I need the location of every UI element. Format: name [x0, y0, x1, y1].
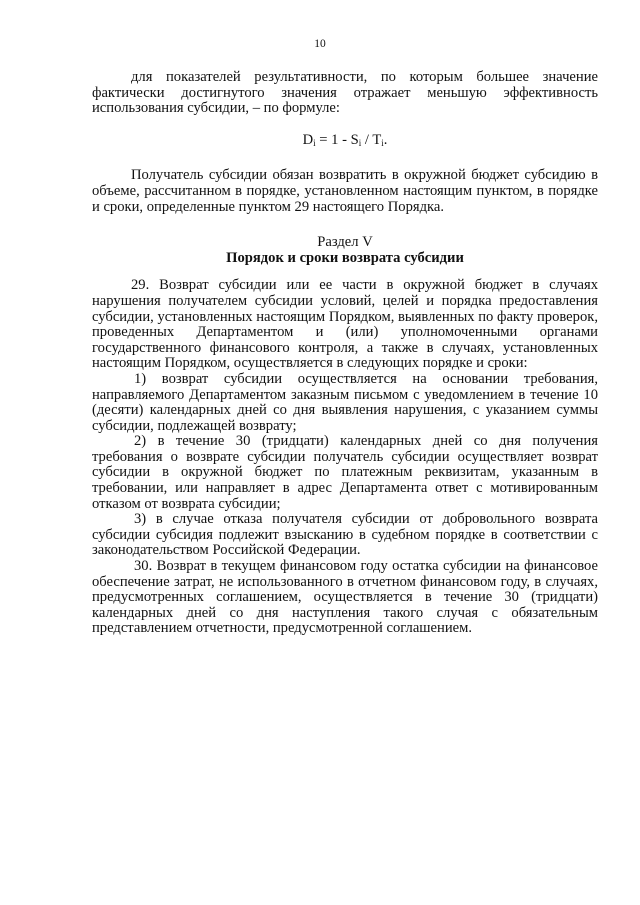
clause-29-item-2: 2) в течение 30 (тридцати) календарных дней со дня получения требования о возврате субсидии получатель субсидии осуществляет возврат субсидии в окружной бюджет по платежным реквизитам, указанным в требовании, или направляет в адрес Департамента ответ с мотивированным отказом от возврата субсидии; — [92, 433, 598, 512]
clause-29: 29. Возврат субсидии или ее части в окружной бюджет в случаях нарушения получателем субсидии условий, целей и порядка предоставления субсидии, установленных настоящим Порядком, выявленных по факту проверок, проведенных Департаментом и (или) уполномоченными органами государственного финансового контроля, а также в случаях, установленных настоящим Порядком, осуществляется в следующих порядке и сроки: — [92, 277, 598, 372]
clause-29-item-1: 1) возврат субсидии осуществляется на основании требования, направляемого Департаментом заказным письмом с уведомлением в течение 10 (десяти) календарных дней со дня выявления нарушения, с указанием суммы субсидии, подлежащей возврату; — [92, 370, 598, 434]
formula-dot: . — [383, 131, 388, 148]
section-label: Раздел V — [317, 234, 373, 251]
clause-29-item-3: 3) в случае отказа получателя субсидии от добровольного возврата субсидии субсидия подлежит взысканию в судебном порядке в соответствии с законодательством Российской Федерации. — [92, 511, 598, 559]
formula-lhs-sub: i — [313, 137, 316, 148]
formula-mid: = 1 - S — [315, 131, 359, 148]
formula-slash: / T — [361, 131, 382, 148]
return-obligation-paragraph: Получатель субсидии обязан возвратить в окружной бюджет субсидию в объеме, рассчитанном в порядке, установленном настоящим пунктом, в порядке и сроки, определенные пунктом 29 настоящего Порядка. — [92, 167, 598, 215]
formula — [92, 133, 598, 152]
section-title: Порядок и сроки возврата субсидии — [226, 249, 464, 266]
formula-lhs: D — [302, 131, 314, 148]
page-content — [92, 70, 598, 637]
intro-paragraph: для показателей результативности, по которым большее значение фактически достигнутого значения отражает меньшую эффективность использования субсидии, – по формуле: — [92, 69, 598, 117]
page-number: 10 — [314, 38, 326, 50]
clause-30: 30. Возврат в текущем финансовом году остатка субсидии на финансовое обеспечение затрат, не использованного в отчетном финансовом году, в случаях, предусмотренных соглашением, осуществляется в течение 30 (тридцати) календарных дней со дня наступления такого случая с обязательным представлением отчетности, предусмотренной соглашением. — [92, 558, 598, 637]
formula-end-sub: i — [381, 137, 384, 148]
formula-mid-sub: i — [358, 137, 362, 148]
